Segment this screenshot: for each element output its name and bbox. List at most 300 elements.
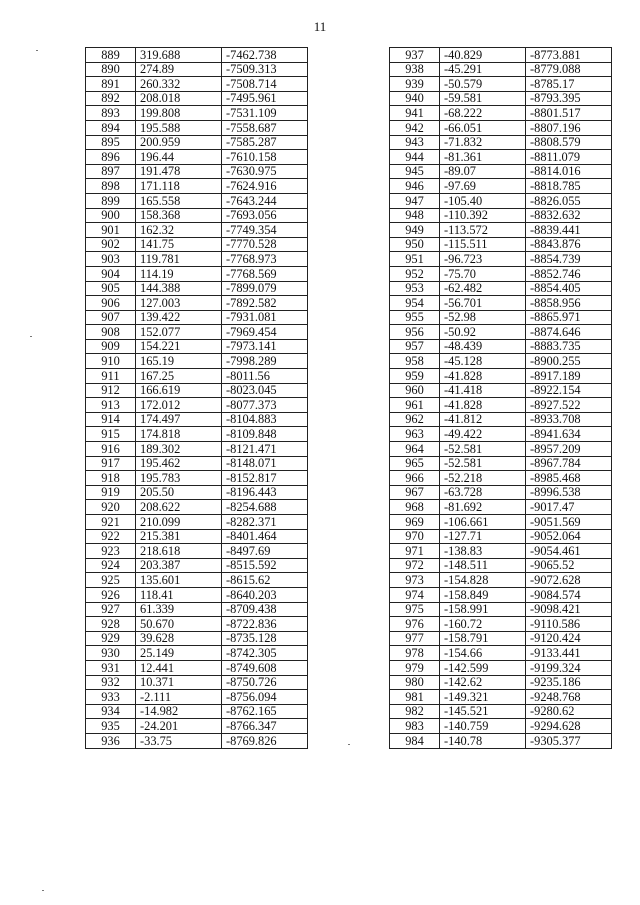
x-value-cell: 12.441: [136, 660, 222, 675]
table-row: [390, 471, 612, 486]
y-value-cell: -7509.313: [222, 62, 308, 77]
y-value-cell: -8779.088: [526, 62, 612, 77]
row-index-cell: 922: [86, 529, 136, 544]
x-value-cell: -127.71: [440, 529, 526, 544]
row-index-cell: 974: [390, 587, 440, 602]
row-index-cell: 959: [390, 369, 440, 384]
table-row: [86, 544, 308, 559]
row-index-cell: 906: [86, 296, 136, 311]
y-value-cell: -8818.785: [526, 179, 612, 194]
row-index-cell: 945: [390, 164, 440, 179]
table-row: [390, 733, 612, 748]
table-row: [86, 617, 308, 632]
row-index-cell: 926: [86, 587, 136, 602]
row-index-cell: 917: [86, 456, 136, 471]
y-value-cell: -9305.377: [526, 733, 612, 748]
row-index-cell: 970: [390, 529, 440, 544]
row-index-cell: 980: [390, 675, 440, 690]
y-value-cell: -8401.464: [222, 529, 308, 544]
row-index-cell: 981: [390, 690, 440, 705]
table-row: [86, 106, 308, 121]
y-value-cell: -9248.768: [526, 690, 612, 705]
x-value-cell: 199.808: [136, 106, 222, 121]
table-row: [390, 544, 612, 559]
x-value-cell: -50.579: [440, 77, 526, 92]
x-value-cell: -158.791: [440, 631, 526, 646]
x-value-cell: 139.422: [136, 310, 222, 325]
x-value-cell: 191.478: [136, 164, 222, 179]
table-row: [390, 515, 612, 530]
x-value-cell: 203.387: [136, 558, 222, 573]
x-value-cell: 135.601: [136, 573, 222, 588]
x-value-cell: -52.98: [440, 310, 526, 325]
y-value-cell: -8023.045: [222, 383, 308, 398]
row-index-cell: 968: [390, 500, 440, 515]
y-value-cell: -8854.405: [526, 281, 612, 296]
y-value-cell: -9280.62: [526, 704, 612, 719]
y-value-cell: -8843.876: [526, 237, 612, 252]
x-value-cell: 25.149: [136, 646, 222, 661]
y-value-cell: -8152.817: [222, 471, 308, 486]
table-row: [86, 690, 308, 705]
x-value-cell: -41.828: [440, 398, 526, 413]
table-row: [390, 223, 612, 238]
row-index-cell: 958: [390, 354, 440, 369]
row-index-cell: 929: [86, 631, 136, 646]
x-value-cell: -52.218: [440, 471, 526, 486]
table-row: [390, 442, 612, 457]
table-row: [390, 120, 612, 135]
y-value-cell: -8282.371: [222, 515, 308, 530]
y-value-cell: -8801.517: [526, 106, 612, 121]
table-row: [390, 412, 612, 427]
x-value-cell: 171.118: [136, 179, 222, 194]
row-index-cell: 957: [390, 339, 440, 354]
x-value-cell: -50.92: [440, 325, 526, 340]
x-value-cell: -105.40: [440, 193, 526, 208]
x-value-cell: 260.332: [136, 77, 222, 92]
x-value-cell: 218.618: [136, 544, 222, 559]
x-value-cell: -89.07: [440, 164, 526, 179]
y-value-cell: -7693.056: [222, 208, 308, 223]
row-index-cell: 921: [86, 515, 136, 530]
table-row: [86, 573, 308, 588]
table-row: [390, 427, 612, 442]
y-value-cell: -8996.538: [526, 485, 612, 500]
right-data-table: [389, 47, 612, 749]
y-value-cell: -8941.634: [526, 427, 612, 442]
table-row: [390, 675, 612, 690]
y-value-cell: -8854.739: [526, 252, 612, 267]
y-value-cell: -8922.154: [526, 383, 612, 398]
y-value-cell: -8933.708: [526, 412, 612, 427]
y-value-cell: -8749.608: [222, 660, 308, 675]
table-row: [86, 442, 308, 457]
row-index-cell: 951: [390, 252, 440, 267]
y-value-cell: -8839.441: [526, 223, 612, 238]
x-value-cell: -106.661: [440, 515, 526, 530]
table-row: [390, 558, 612, 573]
table-row: [86, 310, 308, 325]
y-value-cell: -7998.289: [222, 354, 308, 369]
x-value-cell: -97.69: [440, 179, 526, 194]
y-value-cell: -7749.354: [222, 223, 308, 238]
row-index-cell: 909: [86, 339, 136, 354]
row-index-cell: 960: [390, 383, 440, 398]
row-index-cell: 915: [86, 427, 136, 442]
table-row: [86, 266, 308, 281]
y-value-cell: -9084.574: [526, 587, 612, 602]
table-row: [86, 500, 308, 515]
row-index-cell: 965: [390, 456, 440, 471]
y-value-cell: -7770.528: [222, 237, 308, 252]
x-value-cell: 39.628: [136, 631, 222, 646]
y-value-cell: -8121.471: [222, 442, 308, 457]
y-value-cell: -8497.69: [222, 544, 308, 559]
y-value-cell: -8957.209: [526, 442, 612, 457]
row-index-cell: 910: [86, 354, 136, 369]
row-index-cell: 930: [86, 646, 136, 661]
x-value-cell: 152.077: [136, 325, 222, 340]
row-index-cell: 984: [390, 733, 440, 748]
table-row: [86, 398, 308, 413]
row-index-cell: 923: [86, 544, 136, 559]
table-row: [86, 675, 308, 690]
row-index-cell: 894: [86, 120, 136, 135]
x-value-cell: -63.728: [440, 485, 526, 500]
x-value-cell: -49.422: [440, 427, 526, 442]
table-row: [390, 339, 612, 354]
x-value-cell: 200.959: [136, 135, 222, 150]
x-value-cell: -2.111: [136, 690, 222, 705]
table-row: [86, 150, 308, 165]
row-index-cell: 976: [390, 617, 440, 632]
table-row: [390, 398, 612, 413]
x-value-cell: 210.099: [136, 515, 222, 530]
table-row: [390, 281, 612, 296]
y-value-cell: -8148.071: [222, 456, 308, 471]
y-value-cell: -9110.586: [526, 617, 612, 632]
row-index-cell: 982: [390, 704, 440, 719]
y-value-cell: -7892.582: [222, 296, 308, 311]
row-index-cell: 937: [390, 48, 440, 63]
y-value-cell: -8766.347: [222, 719, 308, 734]
x-value-cell: -41.418: [440, 383, 526, 398]
row-index-cell: 890: [86, 62, 136, 77]
row-index-cell: 939: [390, 77, 440, 92]
x-value-cell: 50.670: [136, 617, 222, 632]
row-index-cell: 925: [86, 573, 136, 588]
page-number: 11: [313, 19, 327, 34]
y-value-cell: -9052.064: [526, 529, 612, 544]
table-row: [390, 631, 612, 646]
row-index-cell: 912: [86, 383, 136, 398]
x-value-cell: -59.581: [440, 91, 526, 106]
table-row: [86, 660, 308, 675]
y-value-cell: -7585.287: [222, 135, 308, 150]
row-index-cell: 933: [86, 690, 136, 705]
row-index-cell: 901: [86, 223, 136, 238]
row-index-cell: 898: [86, 179, 136, 194]
row-index-cell: 934: [86, 704, 136, 719]
x-value-cell: -154.66: [440, 646, 526, 661]
left-data-table: [85, 47, 308, 749]
table-row: [86, 704, 308, 719]
x-value-cell: -45.128: [440, 354, 526, 369]
scan-speck: [30, 336, 32, 337]
x-value-cell: -140.78: [440, 733, 526, 748]
y-value-cell: -8709.438: [222, 602, 308, 617]
y-value-cell: -8811.079: [526, 150, 612, 165]
y-value-cell: -7768.569: [222, 266, 308, 281]
row-index-cell: 946: [390, 179, 440, 194]
y-value-cell: -8109.848: [222, 427, 308, 442]
table-row: [390, 704, 612, 719]
row-index-cell: 975: [390, 602, 440, 617]
y-value-cell: -8874.646: [526, 325, 612, 340]
y-value-cell: -8814.016: [526, 164, 612, 179]
row-index-cell: 955: [390, 310, 440, 325]
table-row: [86, 339, 308, 354]
row-index-cell: 969: [390, 515, 440, 530]
table-row: [390, 660, 612, 675]
x-value-cell: 144.388: [136, 281, 222, 296]
y-value-cell: -8852.746: [526, 266, 612, 281]
y-value-cell: -8826.055: [526, 193, 612, 208]
y-value-cell: -8254.688: [222, 500, 308, 515]
x-value-cell: -52.581: [440, 456, 526, 471]
y-value-cell: -8967.784: [526, 456, 612, 471]
x-value-cell: 141.75: [136, 237, 222, 252]
row-index-cell: 900: [86, 208, 136, 223]
row-index-cell: 913: [86, 398, 136, 413]
x-value-cell: -56.701: [440, 296, 526, 311]
y-value-cell: -8769.826: [222, 733, 308, 748]
y-value-cell: -9294.628: [526, 719, 612, 734]
table-row: [86, 587, 308, 602]
row-index-cell: 940: [390, 91, 440, 106]
x-value-cell: 167.25: [136, 369, 222, 384]
table-row: [390, 719, 612, 734]
table-row: [86, 325, 308, 340]
table-row: [390, 383, 612, 398]
x-value-cell: -158.991: [440, 602, 526, 617]
table-row: [86, 558, 308, 573]
table-row: [86, 631, 308, 646]
y-value-cell: -7899.079: [222, 281, 308, 296]
x-value-cell: 215.381: [136, 529, 222, 544]
y-value-cell: -8917.189: [526, 369, 612, 384]
y-value-cell: -8756.094: [222, 690, 308, 705]
y-value-cell: -8900.255: [526, 354, 612, 369]
y-value-cell: -9017.47: [526, 500, 612, 515]
y-value-cell: -8927.522: [526, 398, 612, 413]
x-value-cell: 166.619: [136, 383, 222, 398]
scan-speck: [348, 744, 350, 745]
row-index-cell: 973: [390, 573, 440, 588]
x-value-cell: 10.371: [136, 675, 222, 690]
x-value-cell: 165.558: [136, 193, 222, 208]
table-row: [86, 208, 308, 223]
table-row: [86, 485, 308, 500]
table-row: [390, 485, 612, 500]
x-value-cell: 165.19: [136, 354, 222, 369]
x-value-cell: -66.051: [440, 120, 526, 135]
y-value-cell: -8196.443: [222, 485, 308, 500]
x-value-cell: -138.83: [440, 544, 526, 559]
y-value-cell: -7495.961: [222, 91, 308, 106]
table-row: [86, 354, 308, 369]
table-row: [390, 164, 612, 179]
y-value-cell: -7531.109: [222, 106, 308, 121]
row-index-cell: 964: [390, 442, 440, 457]
table-row: [390, 602, 612, 617]
x-value-cell: 319.688: [136, 48, 222, 63]
row-index-cell: 931: [86, 660, 136, 675]
row-index-cell: 962: [390, 412, 440, 427]
table-row: [86, 223, 308, 238]
table-row: [390, 91, 612, 106]
y-value-cell: -8865.971: [526, 310, 612, 325]
x-value-cell: 205.50: [136, 485, 222, 500]
y-value-cell: -8750.726: [222, 675, 308, 690]
y-value-cell: -9098.421: [526, 602, 612, 617]
table-row: [390, 456, 612, 471]
row-index-cell: 961: [390, 398, 440, 413]
table-row: [390, 529, 612, 544]
x-value-cell: -75.70: [440, 266, 526, 281]
table-row: [390, 354, 612, 369]
x-value-cell: 119.781: [136, 252, 222, 267]
x-value-cell: 154.221: [136, 339, 222, 354]
x-value-cell: 195.462: [136, 456, 222, 471]
x-value-cell: -160.72: [440, 617, 526, 632]
table-row: [86, 193, 308, 208]
table-row: [390, 310, 612, 325]
table-row: [86, 456, 308, 471]
x-value-cell: -41.812: [440, 412, 526, 427]
row-index-cell: 903: [86, 252, 136, 267]
table-row: [390, 369, 612, 384]
table-row: [86, 281, 308, 296]
y-value-cell: -8077.373: [222, 398, 308, 413]
y-value-cell: -8640.203: [222, 587, 308, 602]
table-row: [86, 369, 308, 384]
y-value-cell: -7462.738: [222, 48, 308, 63]
table-row: [86, 427, 308, 442]
x-value-cell: -33.75: [136, 733, 222, 748]
y-value-cell: -9199.324: [526, 660, 612, 675]
x-value-cell: 118.41: [136, 587, 222, 602]
table-row: [390, 208, 612, 223]
x-value-cell: -154.828: [440, 573, 526, 588]
y-value-cell: -8615.62: [222, 573, 308, 588]
row-index-cell: 927: [86, 602, 136, 617]
x-value-cell: -142.599: [440, 660, 526, 675]
row-index-cell: 932: [86, 675, 136, 690]
y-value-cell: -8742.305: [222, 646, 308, 661]
table-row: [86, 252, 308, 267]
table-row: [390, 587, 612, 602]
y-value-cell: -8515.592: [222, 558, 308, 573]
y-value-cell: -8883.735: [526, 339, 612, 354]
row-index-cell: 966: [390, 471, 440, 486]
x-value-cell: 61.339: [136, 602, 222, 617]
y-value-cell: -8985.468: [526, 471, 612, 486]
y-value-cell: -8773.881: [526, 48, 612, 63]
table-row: [390, 237, 612, 252]
table-row: [86, 515, 308, 530]
y-value-cell: -8858.956: [526, 296, 612, 311]
y-value-cell: -7643.244: [222, 193, 308, 208]
y-value-cell: -8722.836: [222, 617, 308, 632]
x-value-cell: -45.291: [440, 62, 526, 77]
row-index-cell: 904: [86, 266, 136, 281]
x-value-cell: -68.222: [440, 106, 526, 121]
x-value-cell: -40.829: [440, 48, 526, 63]
x-value-cell: -96.723: [440, 252, 526, 267]
table-row: [390, 617, 612, 632]
row-index-cell: 952: [390, 266, 440, 281]
x-value-cell: 127.003: [136, 296, 222, 311]
row-index-cell: 978: [390, 646, 440, 661]
y-value-cell: -9051.569: [526, 515, 612, 530]
x-value-cell: 172.012: [136, 398, 222, 413]
x-value-cell: -62.482: [440, 281, 526, 296]
x-value-cell: 274.89: [136, 62, 222, 77]
row-index-cell: 892: [86, 91, 136, 106]
table-row: [390, 193, 612, 208]
row-index-cell: 889: [86, 48, 136, 63]
table-row: [390, 325, 612, 340]
row-index-cell: 950: [390, 237, 440, 252]
table-row: [390, 77, 612, 92]
table-row: [86, 412, 308, 427]
table-row: [390, 646, 612, 661]
x-value-cell: 174.497: [136, 412, 222, 427]
row-index-cell: 908: [86, 325, 136, 340]
row-index-cell: 953: [390, 281, 440, 296]
row-index-cell: 919: [86, 485, 136, 500]
x-value-cell: 196.44: [136, 150, 222, 165]
x-value-cell: 162.32: [136, 223, 222, 238]
x-value-cell: -24.201: [136, 719, 222, 734]
row-index-cell: 972: [390, 558, 440, 573]
y-value-cell: -8793.395: [526, 91, 612, 106]
table-row: [390, 573, 612, 588]
y-value-cell: -7508.714: [222, 77, 308, 92]
scan-speck: [42, 890, 44, 891]
x-value-cell: -41.828: [440, 369, 526, 384]
row-index-cell: 967: [390, 485, 440, 500]
table-row: [390, 500, 612, 515]
row-index-cell: 936: [86, 733, 136, 748]
table-row: [86, 383, 308, 398]
x-value-cell: -48.439: [440, 339, 526, 354]
y-value-cell: -8807.196: [526, 120, 612, 135]
table-row: [86, 237, 308, 252]
x-value-cell: -145.521: [440, 704, 526, 719]
table-row: [390, 179, 612, 194]
row-index-cell: 918: [86, 471, 136, 486]
row-index-cell: 905: [86, 281, 136, 296]
y-value-cell: -9072.628: [526, 573, 612, 588]
row-index-cell: 979: [390, 660, 440, 675]
y-value-cell: -7931.081: [222, 310, 308, 325]
row-index-cell: 938: [390, 62, 440, 77]
x-value-cell: -149.321: [440, 690, 526, 705]
table-row: [86, 296, 308, 311]
